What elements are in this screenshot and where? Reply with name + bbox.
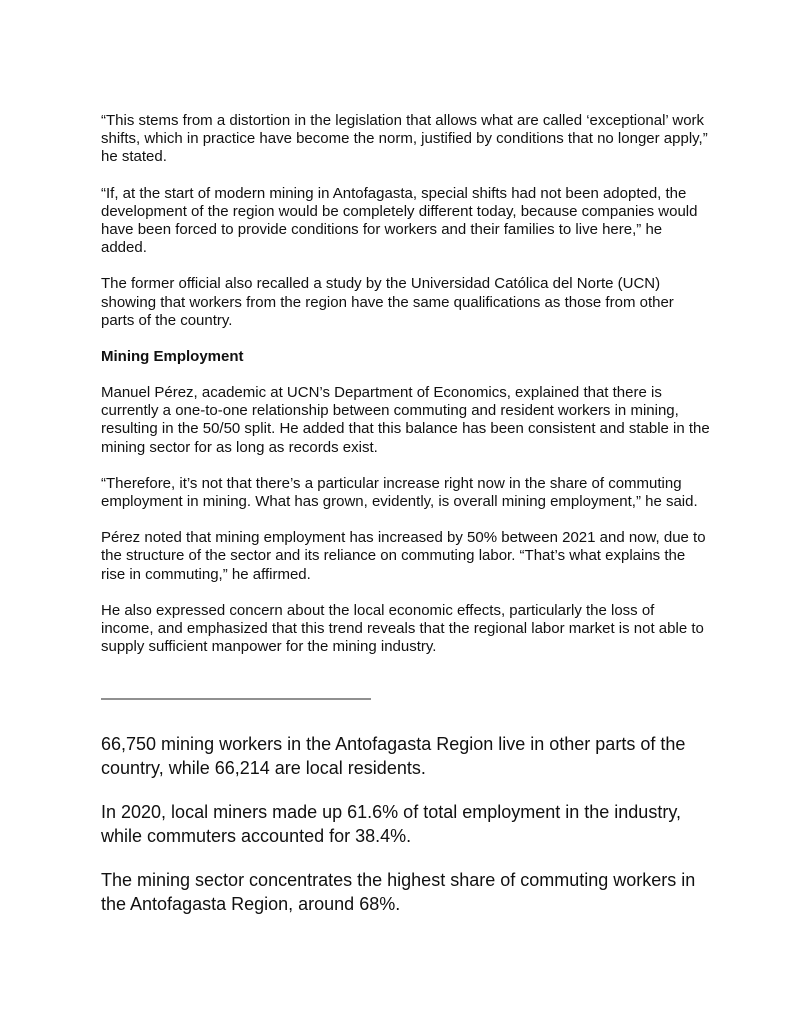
section-divider: —————————————————— (101, 690, 371, 708)
section-heading-mining-employment: Mining Employment (101, 348, 244, 366)
paragraph-commuting-employment-quote: “Therefore, it’s not that there’s a particular increase right now in the share of commuting employment in mining. What has grown, evidently, is overall mining employment,” he said. (101, 474, 698, 511)
paragraph-local-economic-effects: He also expressed concern about the local economic effects, particularly the loss of income, and emphasized that this trend reveals that the regional labor market is not able to supply sufficient manpower for the mining industry. (101, 601, 704, 656)
paragraph-perez-explanation: Manuel Pérez, academic at UCN’s Department of Economics, explained that there is currently a one-to-one relationship between commuting and resident workers in mining, resulting in the 50/50 split. He added that this balance has been consistent and stable in the mining sector for as long as records exist. (101, 384, 710, 456)
paragraph-legislation-quote: “This stems from a distortion in the legislation that allows what are called ‘exceptional’ work shifts, which in practice have become the norm, justified by conditions that no longer apply,” he stated. (101, 112, 708, 166)
facts-list (101, 732, 711, 916)
fact-commuting-share: The mining sector concentrates the highest share of commuting workers in the Antofagasta Region, around 68%. (101, 870, 696, 915)
article-page (101, 112, 711, 936)
paragraph-employment-increase: Pérez noted that mining employment has increased by 50% between 2021 and now, due to the structure of the sector and its reliance on commuting labor. “That’s what explains the rise in commuting,” he affirmed. (101, 529, 706, 583)
paragraph-ucn-study: The former official also recalled a study by the Universidad Católica del Norte (UCN) showing that workers from the region have the same qualifications as those from other parts of the country. (101, 275, 674, 329)
fact-2020-share: In 2020, local miners made up 61.6% of total employment in the industry, while commuters accounted for 38.4%. (101, 802, 681, 847)
paragraph-special-shifts-quote: “If, at the start of modern mining in Antofagasta, special shifts had not been adopted, the development of the region would be completely different today, because companies would have been forced to provide conditions for workers and their families to live here,” he added. (101, 184, 698, 257)
fact-workers-residence: 66,750 mining workers in the Antofagasta Region live in other parts of the country, while 66,214 are local residents. (101, 734, 686, 779)
